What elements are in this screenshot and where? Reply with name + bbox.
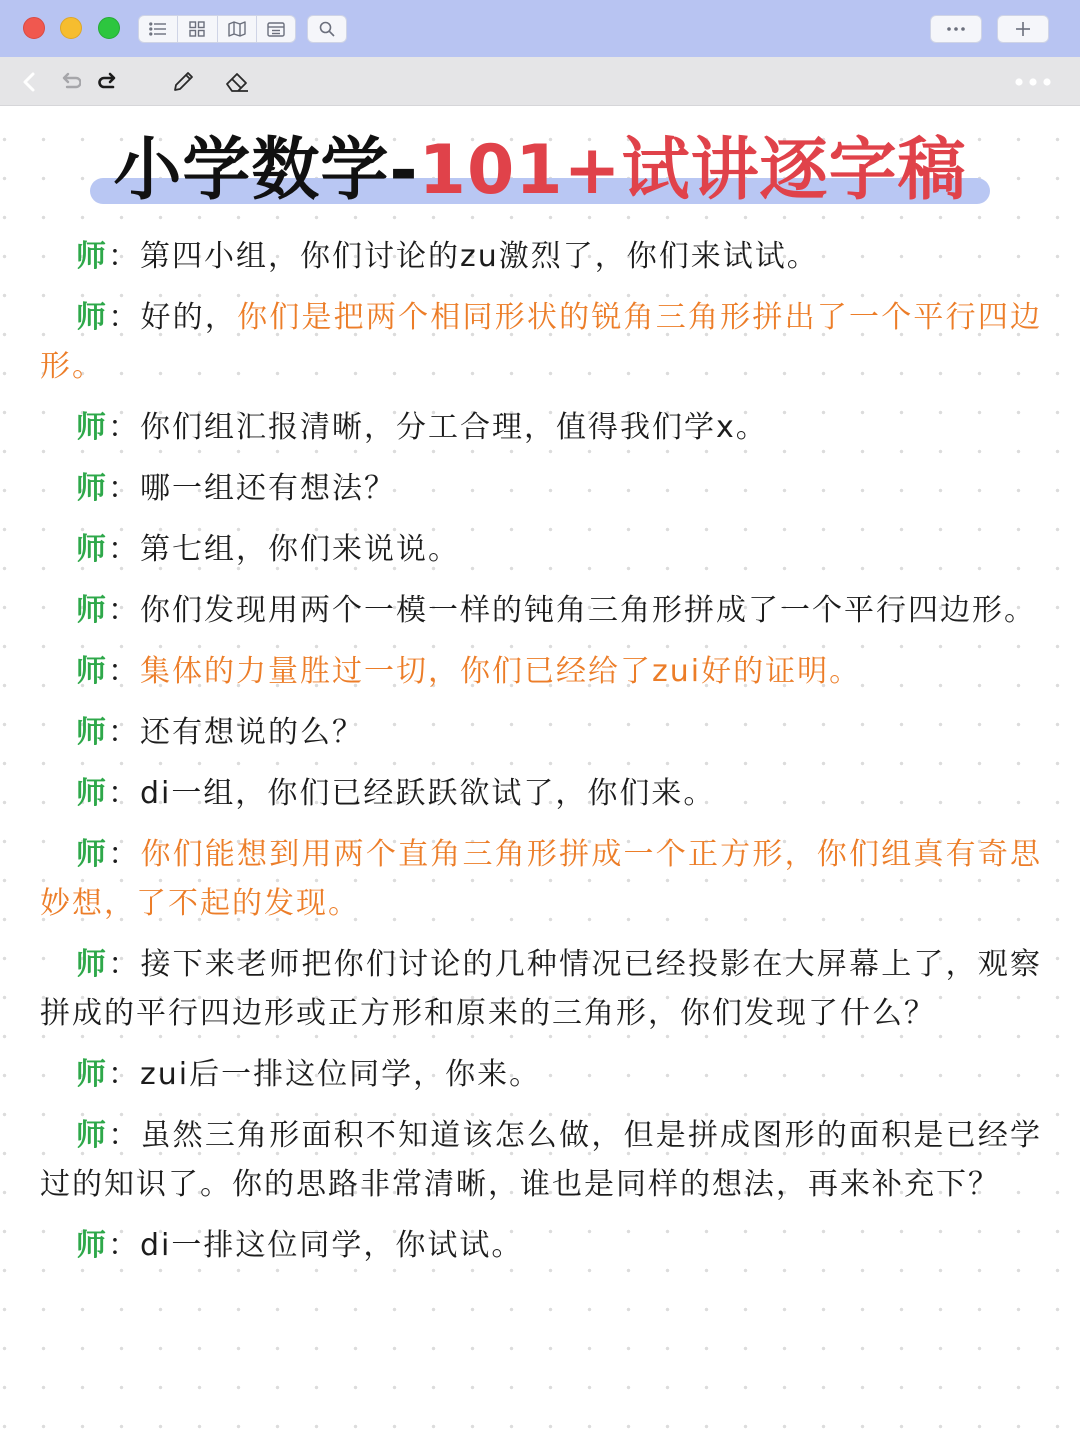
paragraph-text: 第七组，你们来说说。 <box>140 532 460 567</box>
speaker-label: 师 <box>76 532 108 567</box>
speaker-separator: ： <box>108 1057 140 1092</box>
search-button[interactable] <box>307 15 347 43</box>
transcript-paragraph <box>40 403 1042 452</box>
speaker-separator: ： <box>108 1118 141 1153</box>
view-switcher <box>138 15 296 43</box>
speaker-label: 师 <box>76 471 108 506</box>
transcript-paragraph <box>40 232 1042 281</box>
undo-icon <box>59 72 81 92</box>
paragraph-text: 好的， <box>140 300 238 335</box>
speaker-label: 师 <box>76 947 109 982</box>
pencil-icon <box>171 70 195 94</box>
toolbar-more-button[interactable] <box>1012 69 1054 95</box>
speaker-label: 师 <box>76 410 108 445</box>
grid-icon <box>189 21 205 37</box>
speaker-separator: ： <box>108 593 140 628</box>
more-dots-icon <box>1014 78 1052 86</box>
speaker-separator: ： <box>108 239 140 274</box>
transcript-paragraph <box>40 1050 1042 1099</box>
redo-button[interactable] <box>95 69 121 95</box>
speaker-label: 师 <box>76 654 108 689</box>
speaker-label: 师 <box>76 715 108 750</box>
search-cell <box>308 16 346 42</box>
speaker-separator: ： <box>108 654 140 689</box>
add-button[interactable] <box>997 15 1049 43</box>
paragraph-text: 还有想说的么？ <box>140 715 364 750</box>
calendar-view-button[interactable] <box>257 16 295 42</box>
paragraph-text: 虽然三角形面积不知道该怎么做，但是拼成图形的面积是已经学过的知识了。你的思路非常清晰，谁也是同样的想法，再来补充下？ <box>40 1118 1043 1202</box>
speaker-separator: ： <box>108 532 140 567</box>
more-button[interactable] <box>930 15 982 43</box>
pencil-tool-button[interactable] <box>170 69 196 95</box>
speaker-separator: ： <box>108 471 140 506</box>
eraser-icon <box>224 70 250 94</box>
transcript-paragraph <box>40 940 1042 1038</box>
search-icon <box>319 21 335 37</box>
speaker-separator: ： <box>108 715 140 750</box>
highlighted-text: 你们能想到用两个直角三角形拼成一个正方形，你们组真有奇思妙想，了不起的发现。 <box>40 837 1043 921</box>
eraser-tool-button[interactable] <box>224 69 250 95</box>
paragraph-text: 哪一组还有想法？ <box>140 471 396 506</box>
paragraph-text: di一组，你们已经跃跃欲试了，你们来。 <box>140 776 716 811</box>
grid-view-button[interactable] <box>178 16 217 42</box>
transcript-paragraph <box>40 1221 1042 1270</box>
document-page <box>0 106 1080 1440</box>
paragraph-text: 你们组汇报清晰，分工合理，值得我们学x。 <box>140 410 768 445</box>
map-icon <box>228 21 246 37</box>
list-icon <box>149 22 167 36</box>
transcript-paragraph <box>40 647 1042 696</box>
transcript-paragraph <box>40 293 1042 391</box>
page-title <box>113 126 966 216</box>
transcript-paragraph <box>40 830 1042 928</box>
redo-icon <box>97 72 119 92</box>
more-cell <box>931 16 981 42</box>
paragraph-text: 接下来老师把你们讨论的几种情况已经投影在大屏幕上了，观察拼成的平行四边形或正方形和原来的三角形，你们发现了什么？ <box>40 947 1043 1031</box>
undo-button[interactable] <box>57 69 83 95</box>
speaker-label: 师 <box>76 1057 108 1092</box>
calendar-icon <box>267 21 285 37</box>
transcript-paragraph <box>40 1111 1042 1209</box>
back-icon <box>22 71 36 93</box>
speaker-separator: ： <box>108 837 141 872</box>
paragraph-text: 你们发现用两个一模一样的钝角三角形拼成了一个平行四边形。 <box>140 593 1036 628</box>
speaker-label: 师 <box>76 300 109 335</box>
speaker-label: 师 <box>76 1228 108 1263</box>
speaker-label: 师 <box>76 239 108 274</box>
paragraph-text: zui后一排这位同学，你来。 <box>140 1057 542 1092</box>
paragraph-text: 第四小组，你们讨论的zu激烈了，你们来试试。 <box>140 239 819 274</box>
speaker-label: 师 <box>76 593 108 628</box>
transcript-paragraph <box>40 769 1042 818</box>
speaker-separator: ： <box>108 1228 140 1263</box>
speaker-label: 师 <box>76 776 108 811</box>
paragraph-text: di一排这位同学，你试试。 <box>140 1228 524 1263</box>
highlighted-text: 集体的力量胜过一切，你们已经给了zui好的证明。 <box>140 654 862 689</box>
speaker-separator: ： <box>108 410 140 445</box>
window-titlebar <box>0 0 1080 57</box>
speaker-label: 师 <box>76 837 109 872</box>
back-button[interactable] <box>16 69 42 95</box>
more-icon <box>946 26 966 32</box>
transcript-paragraph <box>40 586 1042 635</box>
map-view-button[interactable] <box>218 16 257 42</box>
speaker-separator: ： <box>108 776 140 811</box>
transcript-paragraph <box>40 525 1042 574</box>
highlighted-text: 你们是把两个相同形状的锐角三角形拼出了一个平行四边形。 <box>40 300 1043 384</box>
transcript-paragraph <box>40 464 1042 513</box>
zoom-window-button[interactable] <box>98 17 120 39</box>
title-part-red: 101+试讲逐字稿 <box>418 131 967 210</box>
close-window-button[interactable] <box>23 17 45 39</box>
title-part-black: 小学数学- <box>113 131 419 210</box>
speaker-separator: ： <box>108 300 141 335</box>
minimize-window-button[interactable] <box>60 17 82 39</box>
add-cell <box>998 16 1048 42</box>
list-view-button[interactable] <box>139 16 178 42</box>
transcript-paragraph <box>40 708 1042 757</box>
title-area <box>0 126 1080 216</box>
speaker-separator: ： <box>108 947 141 982</box>
plus-icon <box>1015 21 1031 37</box>
editing-toolbar <box>0 57 1080 106</box>
speaker-label: 师 <box>76 1118 109 1153</box>
transcript-body <box>40 232 1042 1282</box>
